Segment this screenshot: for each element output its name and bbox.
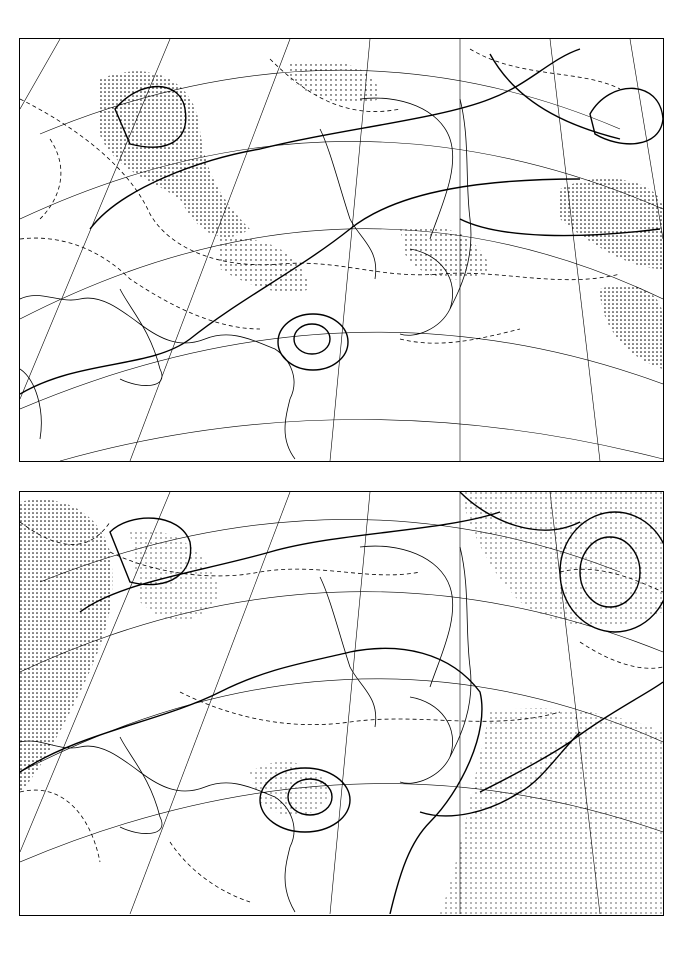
map-850hpa bbox=[20, 492, 663, 914]
map-700hpa bbox=[20, 39, 663, 461]
map-panel-700hpa bbox=[19, 38, 664, 462]
wet-areas bbox=[98, 61, 663, 369]
map-panel-850hpa bbox=[19, 491, 664, 916]
